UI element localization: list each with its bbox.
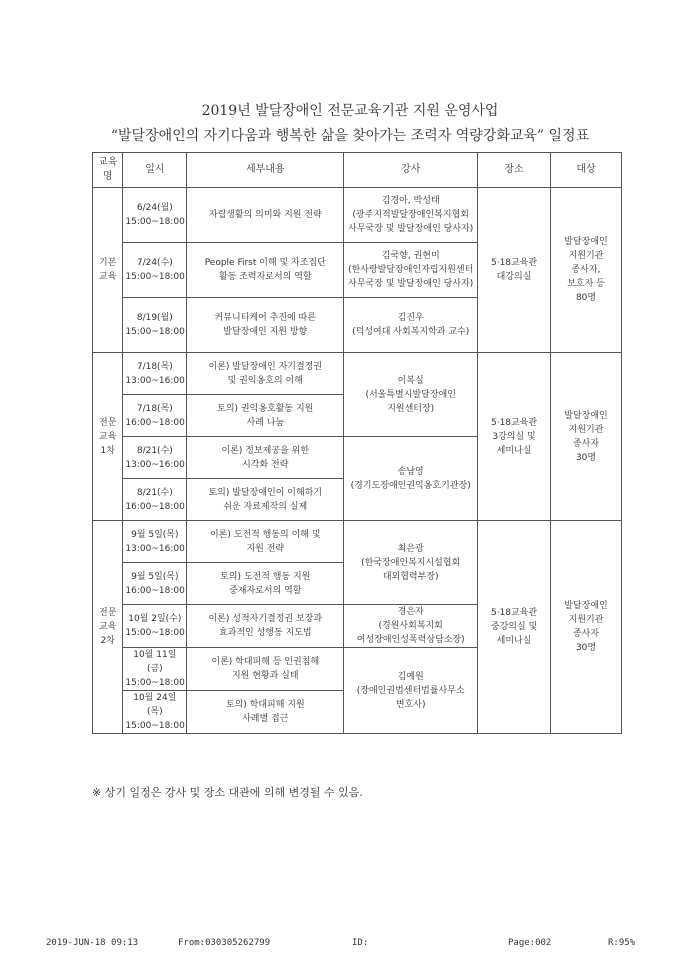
table-row	[93, 521, 622, 563]
course-place: 5·18교육관 중강의실 및 세미나실	[478, 521, 551, 734]
session-datetime: 8/21(수) 16:00~18:00	[123, 479, 187, 521]
session-content: 이론) 성적자기결정권 보장과 효과적인 성행동 지도법	[187, 605, 344, 648]
course-name: 전문 교육 1차	[93, 353, 123, 521]
session-content: 토의) 학대피해 지원 사례별 접근	[187, 691, 344, 734]
course-place: 5·18교육관 대강의실	[478, 188, 551, 353]
session-content: 이론) 발달장애인 자기결정권 및 권익옹호의 이해	[187, 353, 344, 395]
session-datetime: 10월 11일(금) 15:00~18:00	[123, 648, 187, 691]
table-row	[93, 188, 622, 243]
session-instructor: 김경아, 박성태 (광주지적발달장애인복지협회 사무국장 및 발달장애인 당사자)	[344, 188, 478, 243]
session-content: 자립생활의 의미와 지원 전략	[187, 188, 344, 243]
course-name: 전문 교육 2차	[93, 521, 123, 734]
course-name: 기본 교육	[93, 188, 123, 353]
column-header-content: 세부내용	[187, 153, 344, 188]
session-datetime: 6/24(월) 15:00~18:00	[123, 188, 187, 243]
table-header-row	[93, 153, 622, 188]
session-datetime: 7/18(목) 16:00~18:00	[123, 395, 187, 437]
session-instructor: 경은자 (경원사회복지회 여성장애인성폭력상담소장)	[344, 605, 478, 648]
session-datetime: 9월 5일(목) 13:00~16:00	[123, 521, 187, 563]
course-target: 발달장애인 지원기관 종사자, 보호자 등 80명	[551, 188, 622, 353]
session-datetime: 8/21(수) 13:00~16:00	[123, 437, 187, 479]
column-header-datetime: 일시	[123, 153, 187, 188]
fax-ratio: R:95%	[608, 938, 636, 948]
schedule-note: ※ 상기 일정은 강사 및 장소 대관에 의해 변경될 수 있음.	[92, 786, 363, 799]
session-content: 토의) 권익옹호활동 지원 사례 나눔	[187, 395, 344, 437]
session-content: 토의) 도전적 행동 지원 중재자로서의 역할	[187, 563, 344, 605]
session-datetime: 7/18(목) 13:00~16:00	[123, 353, 187, 395]
session-content: 토의) 발달장애인이 이해하기 쉬운 자료제작의 실제	[187, 479, 344, 521]
session-datetime: 7/24(수) 15:00~18:00	[123, 243, 187, 298]
table-row	[93, 353, 622, 395]
session-content: People First 이해 및 자조집단 활동 조력자로서의 역할	[187, 243, 344, 298]
fax-id: ID:	[352, 938, 369, 948]
course-place: 5·18교육관 3강의실 및 세미나실	[478, 353, 551, 521]
column-header-target: 대상	[551, 153, 622, 188]
column-header-course: 교육 명	[93, 153, 123, 188]
session-datetime: 10월 24일(목) 15:00~18:00	[123, 691, 187, 734]
session-datetime: 10월 2일(수) 15:00~18:00	[123, 605, 187, 648]
session-instructor: 김진우 (덕성여대 사회복지학과 교수)	[344, 298, 478, 353]
session-content: 커뮤니티케어 추진에 따른 발달장애인 지원 방향	[187, 298, 344, 353]
column-header-place: 장소	[478, 153, 551, 188]
session-content: 이론) 정보제공을 위한 시각화 전략	[187, 437, 344, 479]
session-instructor: 김예원 (장애인권법센터법률사무소 변호사)	[344, 648, 478, 734]
course-target: 발달장애인 지원기관 종사자 30명	[551, 521, 622, 734]
document-title: 2019년 발달장애인 전문교육기관 지원 운영사업	[201, 103, 499, 119]
session-instructor: 김국향, 권현미 (한사랑발달장애인자립지원센터 사무국장 및 발달장애인 당사자)	[344, 243, 478, 298]
fax-datetime: 2019-JUN-18 09:13	[46, 938, 139, 948]
session-datetime: 9월 5일(목) 16:00~18:00	[123, 563, 187, 605]
schedule-table	[92, 152, 622, 734]
session-instructor: 송남영 (경기도장애인권익옹호기관장)	[344, 437, 478, 521]
fax-from: From:030305262799	[178, 938, 271, 948]
session-content: 이론) 도전적 행동의 이해 및 지원 전략	[187, 521, 344, 563]
session-instructor: 이복실 (서울특별시발달장애인 지원센터장)	[344, 353, 478, 437]
fax-page: Page:002	[508, 938, 552, 948]
session-datetime: 8/19(월) 15:00~18:00	[123, 298, 187, 353]
document-subtitle: “발달장애인의 자기다움과 행복한 삶을 찾아가는 조력자 역량강화교육” 일정표	[110, 128, 590, 144]
column-header-instructor: 강사	[344, 153, 478, 188]
session-instructor: 최은광 (한국장애인복지시설협회 대외협력부장)	[344, 521, 478, 605]
course-target: 발달장애인 지원기관 종사자 30명	[551, 353, 622, 521]
session-content: 이론) 학대피해 등 인권침해 지원 현황과 실태	[187, 648, 344, 691]
